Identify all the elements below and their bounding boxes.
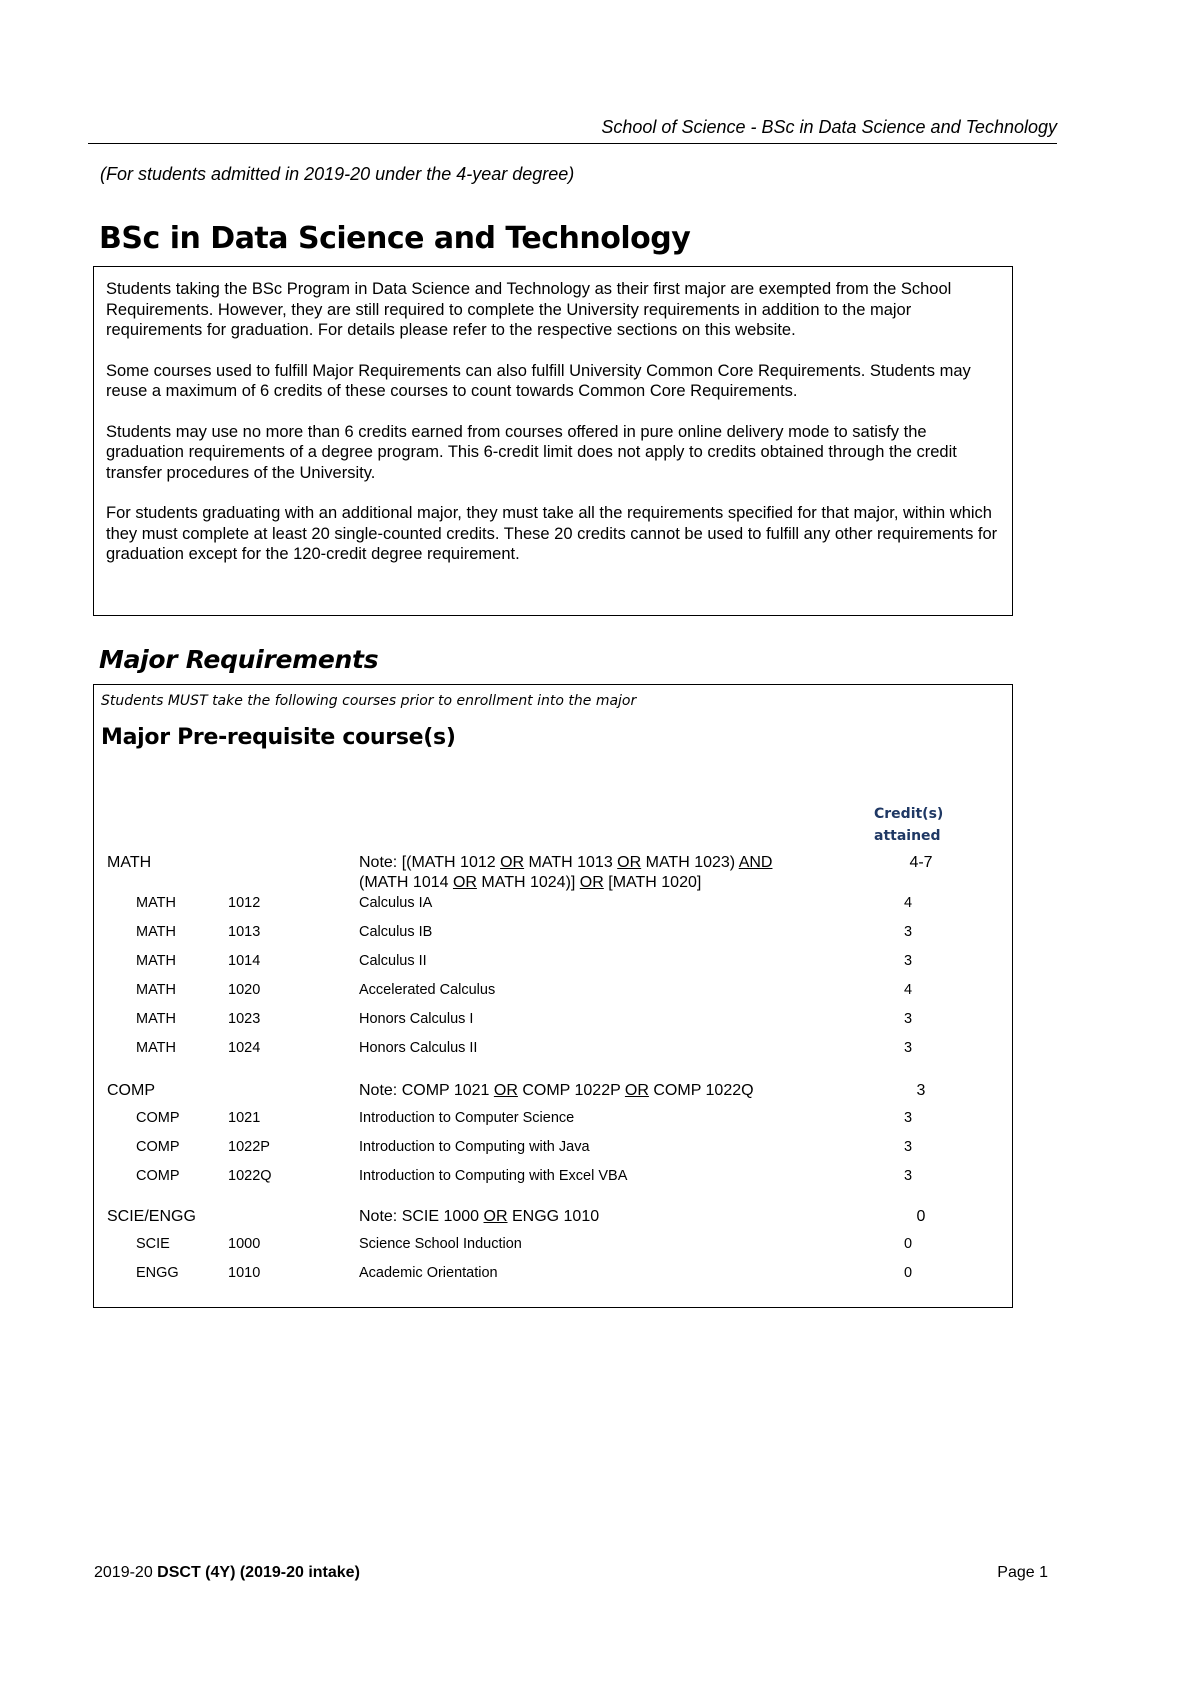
note-text: Note: [(MATH 1012	[359, 854, 501, 871]
note-text: COMP 1022Q	[648, 1082, 754, 1099]
section-title: Major Requirements	[99, 645, 379, 674]
course-title: Calculus II	[359, 953, 427, 969]
course-title: Introduction to Computing with Java	[359, 1139, 590, 1155]
course-title: Introduction to Computing with Excel VBA	[359, 1168, 628, 1184]
course-credits: 3	[904, 1011, 913, 1027]
course-subject: COMP	[136, 1139, 180, 1155]
group-subject: MATH	[107, 854, 152, 871]
logic-operator: OR	[483, 1208, 508, 1225]
logic-operator: OR	[624, 1082, 649, 1099]
logic-operator: OR	[617, 854, 642, 871]
logic-operator: AND	[738, 854, 773, 871]
note-paragraph: Students may use no more than 6 credits earned from courses offered in pure online delivery mode to satisfy the graduation requirements of a degree program. This 6-credit limit does not apply to credits obtained through the credit transfer procedures of the University.	[106, 422, 957, 482]
course-credits: 0	[904, 1236, 913, 1252]
group-subject: COMP	[107, 1082, 155, 1099]
group-note	[359, 1207, 599, 1227]
group-subject: SCIE/ENGG	[107, 1208, 196, 1225]
course-number: 1014	[228, 953, 261, 969]
course-subject: COMP	[136, 1110, 180, 1126]
course-subject: ENGG	[136, 1265, 179, 1281]
note-text: MATH 1023)	[641, 854, 739, 871]
course-title: Science School Induction	[359, 1236, 522, 1252]
course-number: 1023	[228, 1011, 261, 1027]
logic-operator: OR	[493, 1082, 518, 1099]
requirement-note-line	[359, 1082, 754, 1099]
group-credits: 3	[916, 1082, 926, 1099]
course-number: 1000	[228, 1236, 261, 1252]
requirement-note-line	[359, 1208, 599, 1225]
course-title: Accelerated Calculus	[359, 982, 496, 998]
requirement-note-line	[359, 874, 701, 891]
note-paragraph: Students taking the BSc Program in Data Science and Technology as their first major are exempted from the School Requirements. However, they are still required to complete the University requirements in addition to the major requirements for graduation. For details please refer to the respective sections on this website.	[106, 280, 952, 339]
credit-column-header	[874, 803, 944, 847]
course-number: 1010	[228, 1265, 261, 1281]
requirements-box	[93, 684, 1013, 1308]
course-title: Calculus IB	[359, 924, 433, 940]
course-number: 1013	[228, 924, 261, 940]
must-note: Students MUST take the following courses prior to enrollment into the major	[101, 693, 637, 709]
footer-left	[94, 1564, 360, 1582]
logic-operator: OR	[579, 874, 604, 891]
course-title: Honors Calculus II	[359, 1040, 478, 1056]
course-credits: 3	[904, 1168, 913, 1184]
course-credits: 3	[904, 1040, 913, 1056]
course-credits: 0	[904, 1265, 913, 1281]
page-number: Page 1	[997, 1564, 1048, 1581]
course-title: Introduction to Computer Science	[359, 1110, 575, 1126]
note-text: [MATH 1020]	[603, 874, 702, 891]
running-header: School of Science - BSc in Data Science and Technology	[601, 117, 1057, 137]
note-text: MATH 1024)]	[476, 874, 580, 891]
credit-header-line: Credit(s)	[874, 806, 944, 822]
course-subject: SCIE	[136, 1236, 170, 1252]
course-number: 1012	[228, 895, 261, 911]
course-title: Calculus IA	[359, 895, 433, 911]
course-subject: COMP	[136, 1168, 180, 1184]
note-text: ENGG 1010	[507, 1208, 600, 1225]
course-title: Honors Calculus I	[359, 1011, 474, 1027]
group-note	[359, 853, 772, 893]
note-paragraph: Some courses used to fulfill Major Requirements can also fulfill University Common Core Requirements. Students may reuse a maximum of 6 credits of these courses to count towards Common Core Requirements.	[106, 361, 971, 400]
course-number: 1024	[228, 1040, 261, 1056]
note-text: COMP 1022P	[517, 1082, 625, 1099]
prereq-title: Major Pre-requisite course(s)	[101, 725, 456, 750]
requirement-note-line	[359, 854, 772, 871]
course-number: 1021	[228, 1110, 261, 1126]
course-number: 1022P	[228, 1139, 270, 1155]
note-text: (MATH 1014	[359, 874, 453, 891]
course-subject: MATH	[136, 953, 177, 969]
note-text: Note: COMP 1021	[359, 1082, 494, 1099]
course-number: 1020	[228, 982, 261, 998]
notes-box	[93, 266, 1013, 616]
note-text: Note: SCIE 1000	[359, 1208, 484, 1225]
header-rule	[88, 143, 1057, 144]
course-credits: 3	[904, 924, 913, 940]
course-subject: MATH	[136, 1040, 177, 1056]
group-note	[359, 1081, 754, 1101]
course-title: Academic Orientation	[359, 1265, 498, 1281]
course-credits: 3	[904, 1110, 913, 1126]
course-subject: MATH	[136, 982, 177, 998]
footer-program: DSCT (4Y) (2019-20 intake)	[157, 1564, 360, 1581]
course-subject: MATH	[136, 1011, 177, 1027]
note-text: MATH 1013	[524, 854, 618, 871]
course-credits: 3	[904, 1139, 913, 1155]
course-credits: 4	[904, 982, 913, 998]
logic-operator: OR	[452, 874, 477, 891]
course-number: 1022Q	[228, 1168, 272, 1184]
logic-operator: OR	[500, 854, 525, 871]
credit-header-line: attained	[874, 828, 941, 844]
group-credits: 0	[916, 1208, 926, 1225]
course-credits: 3	[904, 953, 913, 969]
intake-note: (For students admitted in 2019-20 under the 4-year degree)	[100, 164, 575, 184]
course-subject: MATH	[136, 895, 177, 911]
group-credits: 4-7	[909, 854, 933, 871]
course-subject: MATH	[136, 924, 177, 940]
note-paragraph: For students graduating with an additional major, they must take all the requirements specified for that major, within which they must complete at least 20 single-counted credits. These 20 credits cannot be used to fulfill any other requirements for graduation except for the 120-credit degree requirement.	[106, 504, 998, 563]
footer-year: 2019-20	[94, 1564, 158, 1581]
course-credits: 4	[904, 895, 913, 911]
page-title: BSc in Data Science and Technology	[99, 221, 691, 256]
